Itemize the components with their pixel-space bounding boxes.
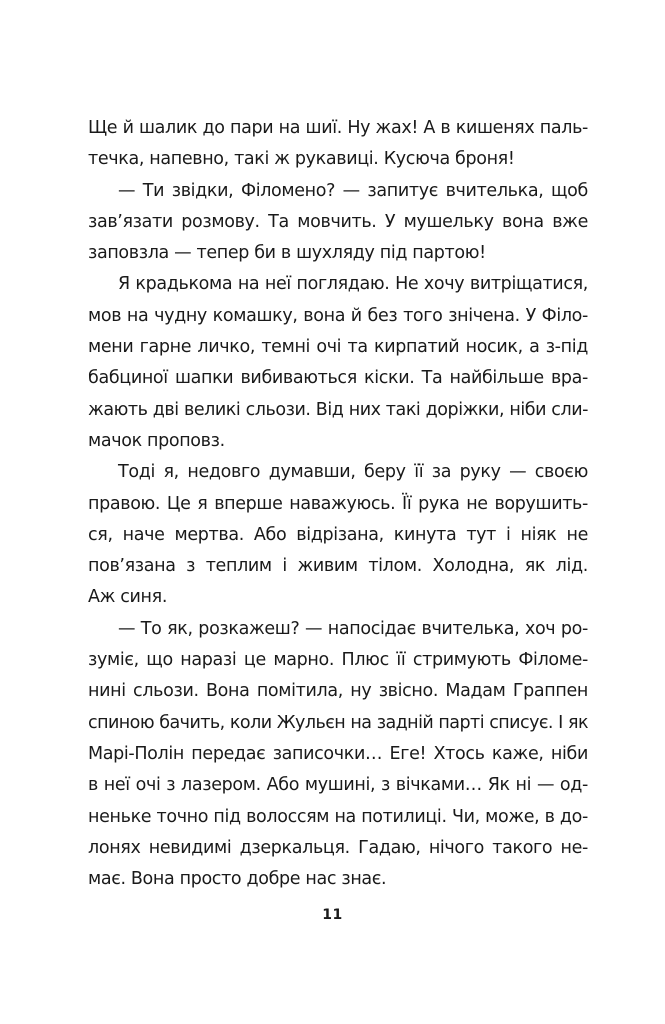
text-line: в неї очі з лазером. Або мушині, з вічками… Як ні — од- (88, 775, 588, 796)
page-number: 11 (322, 907, 343, 923)
text-line: бабциної шапки вибиваються кіски. Та найбільше вра- (88, 368, 588, 389)
text-line: течка, напевно, такі ж рукавиці. Кусюча броня! (88, 149, 515, 170)
text-line: — То як, розкажеш? — напосідає вчителька, хоч ро- (118, 618, 588, 639)
text-line: Марі-Полін передає записочки… Еге! Хтось каже, ніби (88, 743, 588, 764)
text-line: заповзла — тепер би в шухляду під партою! (88, 243, 486, 264)
text-line: зав’язати розмову. Та мовчить. У мушельку вона вже (88, 211, 588, 232)
text-line: ся, наче мертва. Або відрізана, кинута тут і ніяк не (88, 524, 588, 545)
text-line: лонях невидимі дзеркальця. Гадаю, нічого такого не- (88, 837, 588, 858)
text-line: нині сльози. Вона помітила, ну звісно. Мадам Граппен (88, 681, 588, 702)
text-line: пов’язана з теплим і живим тілом. Холодна, як лід. (88, 556, 588, 577)
text-line: неньке точно під волоссям на потилиці. Чи, може, в до- (88, 806, 588, 827)
body-text (88, 113, 588, 895)
text-line: мачок проповз. (88, 430, 225, 451)
text-line: правою. Це я вперше наважуюсь. Її рука не ворушить- (88, 493, 588, 514)
text-line: Я крадькома на неї поглядаю. Не хочу витріщатися, (118, 274, 588, 295)
text-line: мени гарне личко, темні очі та кирпатий носик, а з-під (88, 337, 588, 358)
text-line: має. Вона просто добре нас знає. (88, 869, 387, 890)
text-line: Аж синя. (88, 587, 168, 608)
text-line: Ще й шалик до пари на шиї. Ну жах! А в кишенях паль- (88, 118, 588, 138)
text-line: спиною бачить, коли Жульєн на задній парті списує. І як (88, 712, 588, 733)
text-line: жають дві великі сльози. Від них такі доріжки, ніби сли- (88, 399, 588, 420)
text-line: мов на чудну комашку, вона й без того знічена. У Філо- (88, 305, 588, 326)
text-line: Тоді я, недовго думавши, беру її за руку — своєю (118, 462, 588, 483)
text-line: зуміє, що наразі це марно. Плюс її стримують Філоме- (88, 650, 588, 671)
text-line: — Ти звідки, Філомено? — запитує вчителька, щоб (118, 180, 588, 201)
